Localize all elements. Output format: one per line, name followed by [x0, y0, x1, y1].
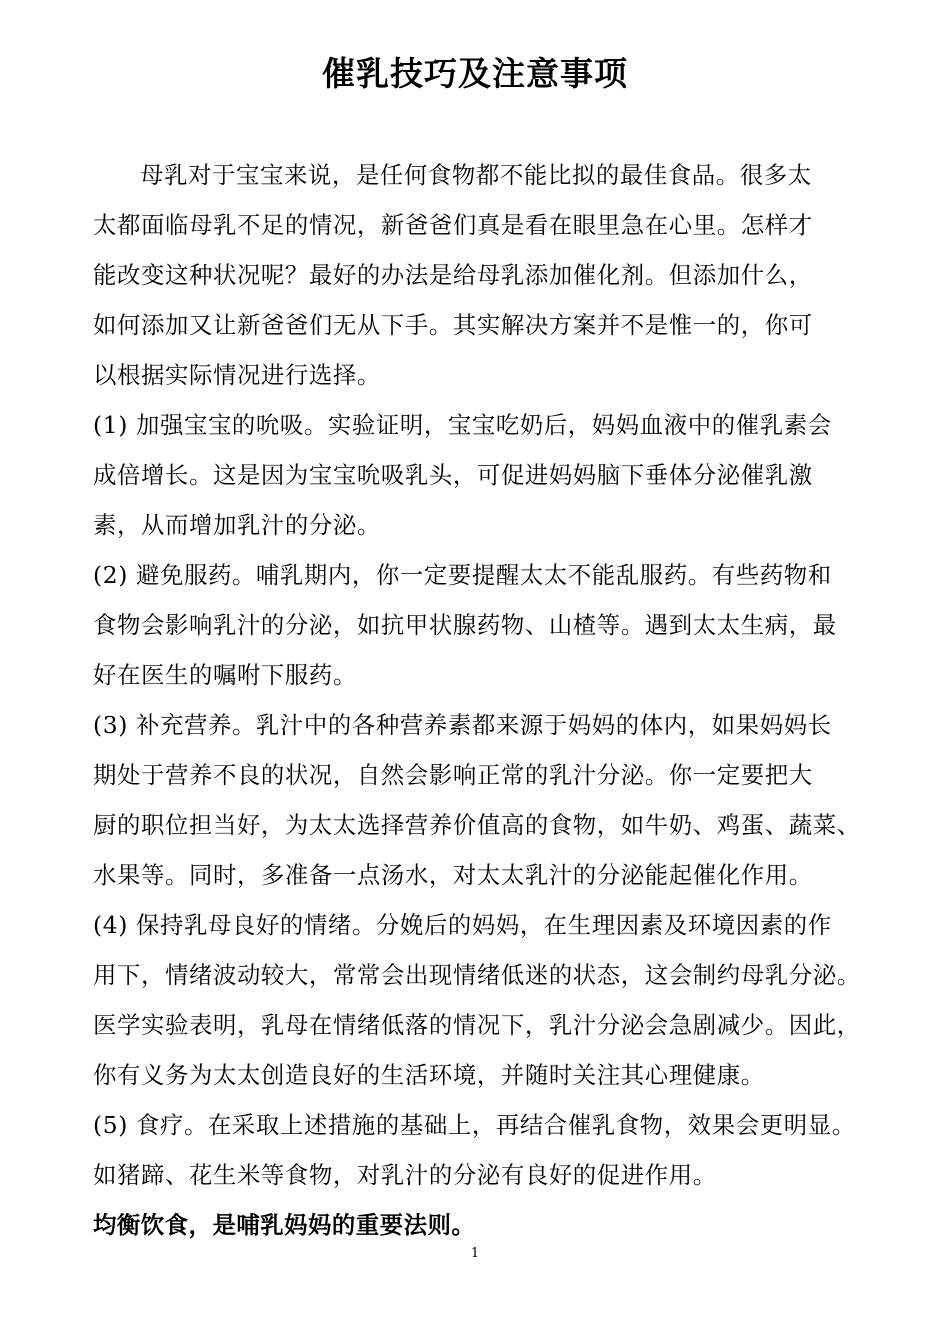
text-line: (5) 食疗。在采取上述措施的基础上，再结合催乳食物，效果会更明显。 [93, 1111, 856, 1139]
text-line: 如猪蹄、花生米等食物，对乳汁的分泌有良好的促进作用。 [93, 1161, 717, 1189]
closing-statement: 均衡饮食，是哺乳妈妈的重要法则。 [93, 1211, 476, 1239]
text-line: (2) 避免服药。哺乳期内，你一定要提醒太太不能乱服药。有些药物和 [93, 561, 832, 589]
text-line: 太都面临母乳不足的情况，新爸爸们真是看在眼里急在心里。怎样才 [93, 211, 813, 239]
tip-item-2 [93, 550, 868, 700]
text-line: 期处于营养不良的状况，自然会影响正常的乳汁分泌。你一定要把大 [93, 761, 813, 789]
text-line: 好在医生的嘱咐下服药。 [93, 661, 357, 689]
text-line: 母乳对于宝宝来说，是任何食物都不能比拟的最佳食品。很多太 [140, 161, 812, 189]
text-line: 成倍增长。这是因为宝宝吮吸乳头，可促进妈妈脑下垂体分泌催乳激 [93, 461, 813, 489]
page-number: 1 [470, 1246, 480, 1261]
text-line: 如何添加又让新爸爸们无从下手。其实解决方案并不是惟一的，你可 [93, 311, 813, 339]
tip-item-4 [93, 900, 868, 1100]
page-title: 催乳技巧及注意事项 [322, 54, 628, 93]
tip-item-5 [93, 1100, 868, 1200]
tip-item-1 [93, 400, 868, 550]
text-line: 食物会影响乳汁的分泌，如抗甲状腺药物、山楂等。遇到太太生病，最 [93, 611, 837, 639]
text-line: 能改变这种状况呢？最好的办法是给母乳添加催化剂。但添加什么， [93, 261, 813, 289]
tip-item-3 [93, 700, 868, 900]
text-line: 你有义务为太太创造良好的生活环境，并随时关注其心理健康。 [93, 1061, 765, 1089]
text-line: (3) 补充营养。乳汁中的各种营养素都来源于妈妈的体内，如果妈妈长 [93, 711, 832, 739]
text-line: 素，从而增加乳汁的分泌。 [93, 511, 381, 539]
text-line: 水果等。同时，多准备一点汤水，对太太乳汁的分泌能起催化作用。 [93, 861, 813, 889]
document-body [93, 150, 868, 1250]
text-line: 用下，情绪波动较大，常常会出现情绪低迷的状态，这会制约母乳分泌。 [93, 961, 861, 989]
text-line: 医学实验表明，乳母在情绪低落的情况下，乳汁分泌会急剧减少。因此， [93, 1011, 861, 1039]
text-line: 厨的职位担当好，为太太选择营养价值高的食物，如牛奶、鸡蛋、蔬菜、 [93, 811, 861, 839]
text-line: 以根据实际情况进行选择。 [93, 361, 381, 389]
text-line: (4) 保持乳母良好的情绪。分娩后的妈妈，在生理因素及环境因素的作 [93, 911, 832, 939]
intro-paragraph [93, 150, 868, 400]
text-line: (1) 加强宝宝的吮吸。实验证明，宝宝吃奶后，妈妈血液中的催乳素会 [93, 411, 832, 439]
